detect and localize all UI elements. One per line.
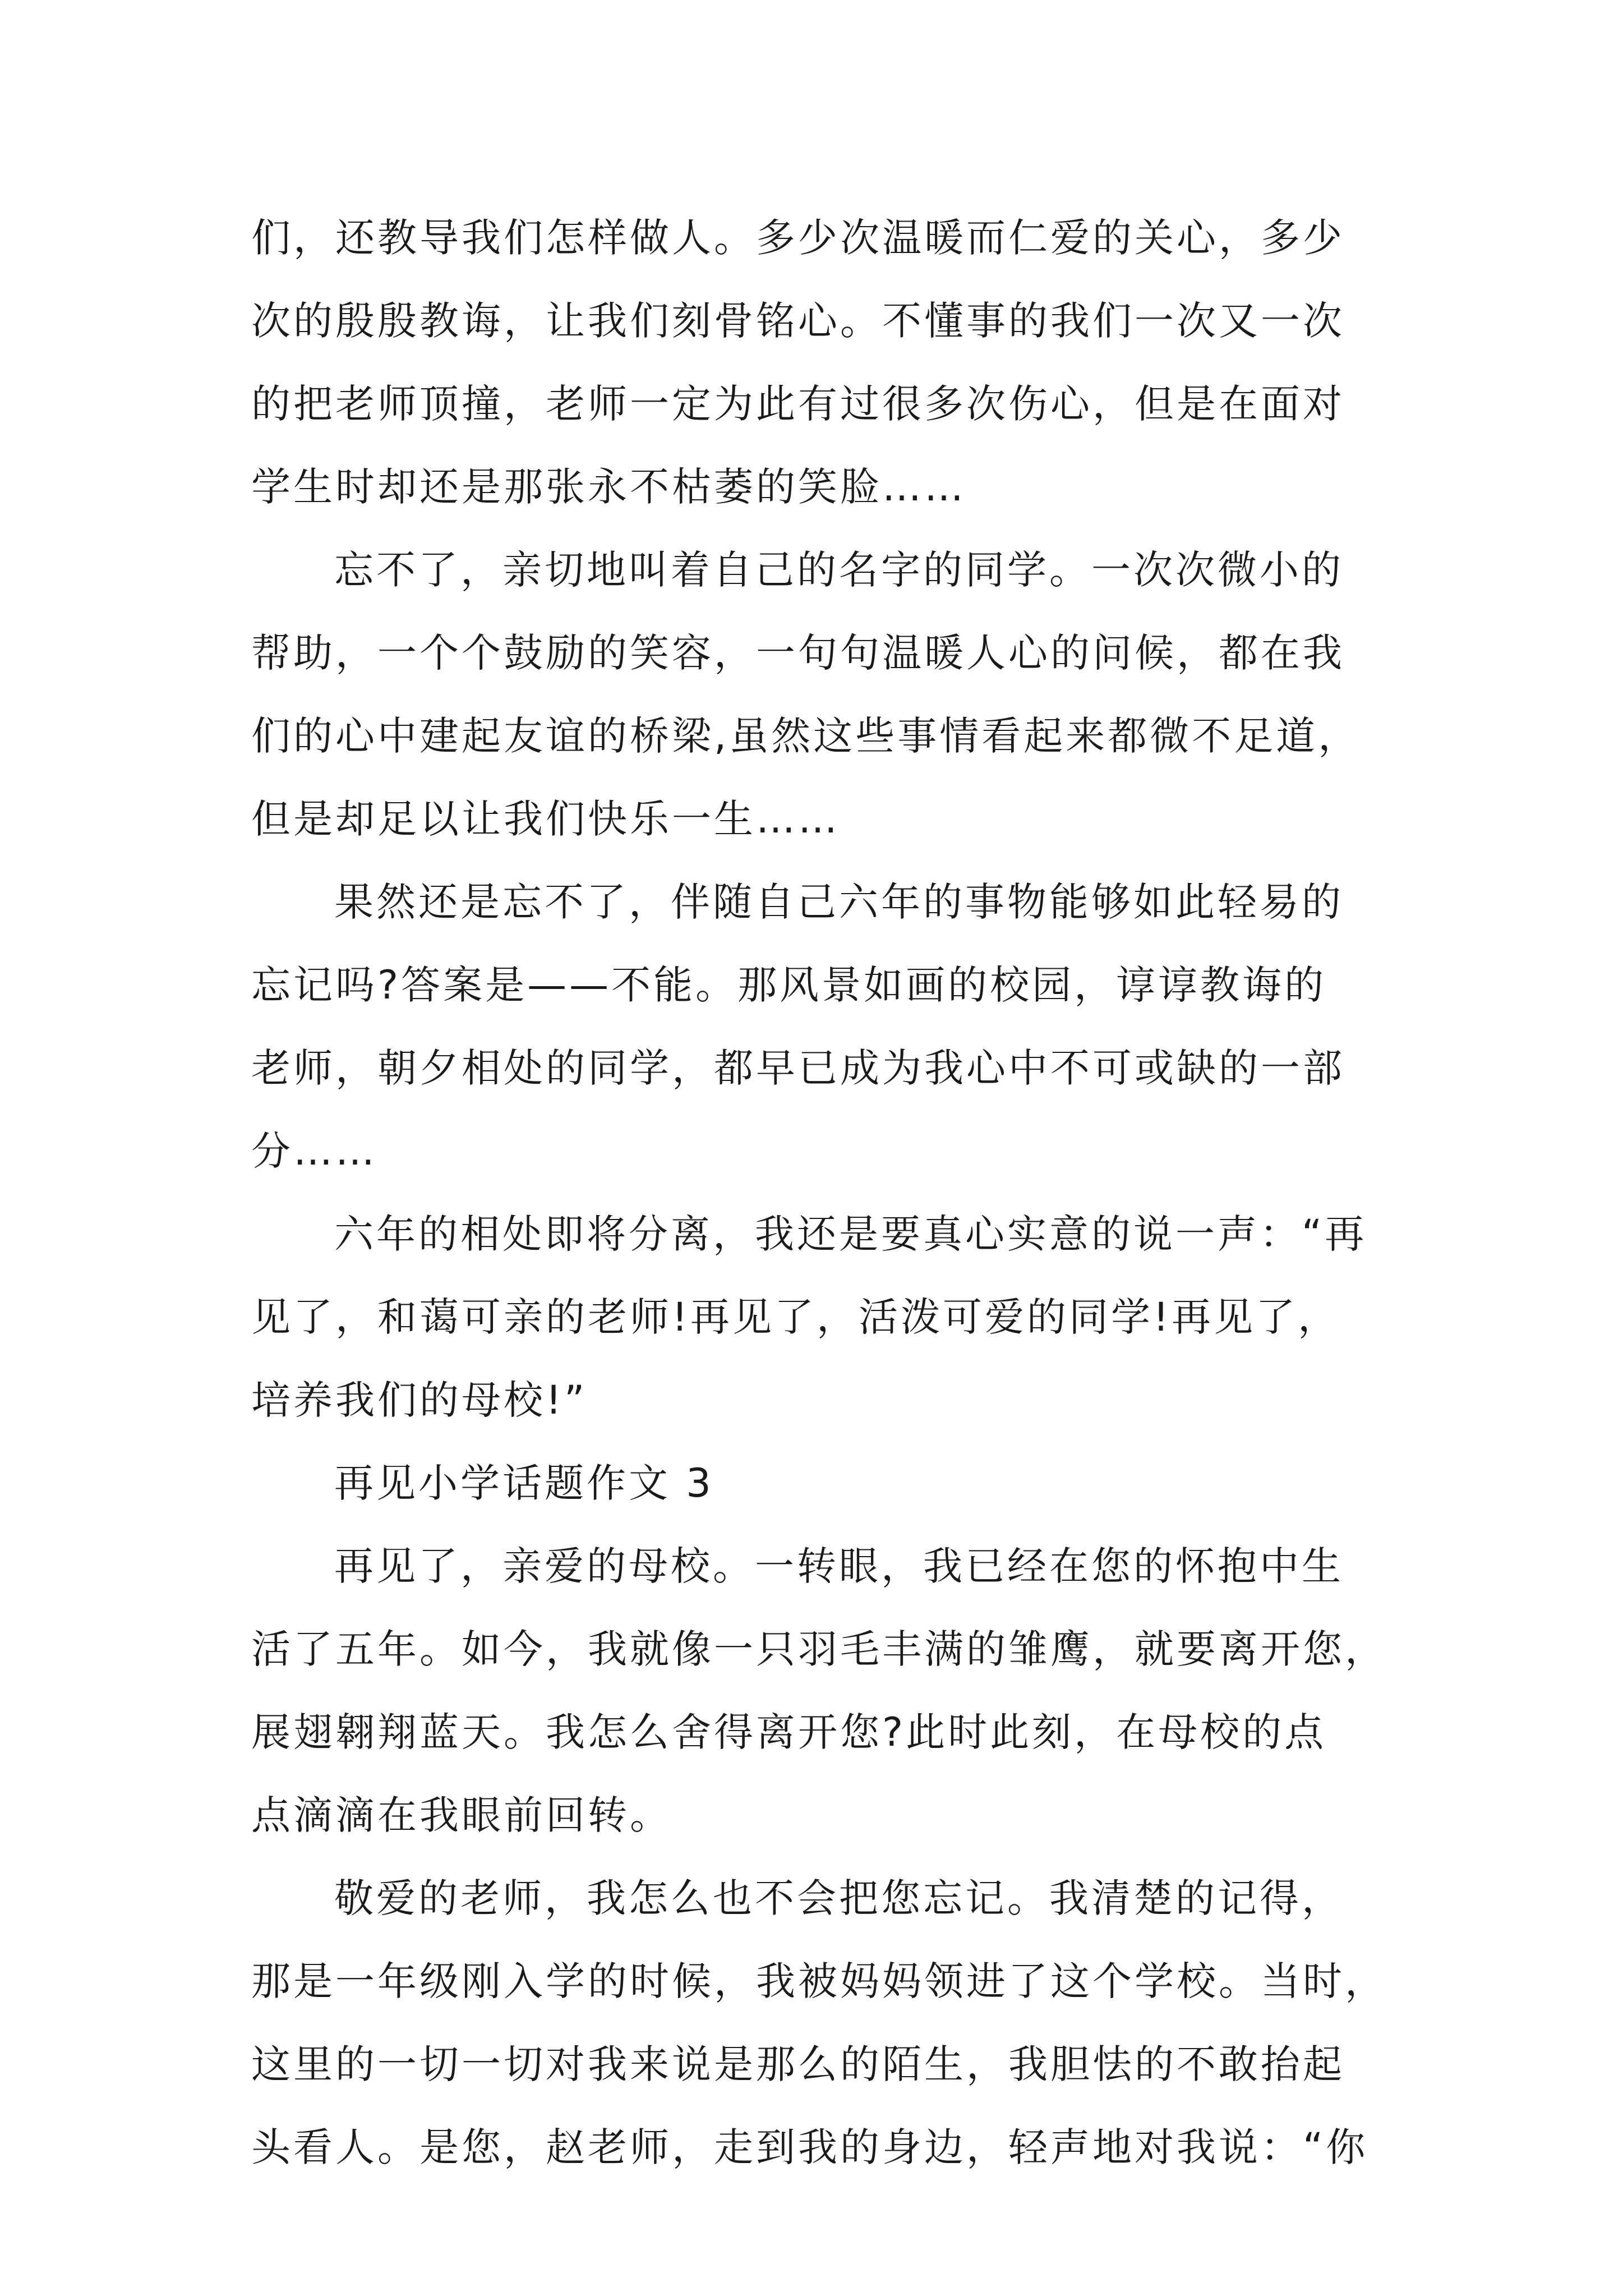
text-line-20: 点滴滴在我眼前回转。 (251, 1792, 672, 1838)
text-line-17: 再见了，亲爱的母校。一转眼，我已经在您的怀抱中生 (334, 1543, 1344, 1589)
text-line-6: 帮助，一个个鼓励的笑容，一句句温暖人心的问候，都在我 (251, 630, 1345, 676)
text-line-1: 们，还教导我们怎样做人。多少次温暖而仁爱的关心，多少 (251, 215, 1345, 261)
text-line-21: 敬爱的老师，我怎么也不会把您忘记。我清楚的记得， (334, 1875, 1344, 1921)
section-heading: 再见小学话题作文 3 (334, 1460, 714, 1506)
text-line-19: 展翅翱翔蓝天。我怎么舍得离开您?此时此刻，在母校的点 (251, 1709, 1327, 1755)
text-line-2: 次的殷殷教诲，让我们刻骨铭心。不懂事的我们一次又一次 (251, 298, 1345, 344)
text-line-18: 活了五年。如今，我就像一只羽毛丰满的雏鹰，就要离开您， (251, 1626, 1387, 1672)
text-line-24: 头看人。是您，赵老师，走到我的身边，轻声地对我说：“你 (251, 2124, 1368, 2170)
text-line-9: 果然还是忘不了，伴随自己六年的事物能够如此轻易的 (334, 879, 1344, 925)
text-line-11: 老师，朝夕相处的同学，都早已成为我心中不可或缺的一部 (251, 1045, 1345, 1091)
text-line-5: 忘不了，亲切地叫着自己的名字的同学。一次次微小的 (334, 547, 1344, 593)
text-line-13: 六年的相处即将分离，我还是要真心实意的说一声：“再 (334, 1211, 1367, 1257)
text-line-4: 学生时却还是那张永不枯萎的笑脸…… (251, 464, 966, 510)
text-line-3: 的把老师顶撞，老师一定为此有过很多次伤心，但是在面对 (251, 381, 1345, 427)
text-line-14: 见了，和蔼可亲的老师!再见了，活泼可爱的同学!再见了， (251, 1294, 1340, 1340)
text-line-10: 忘记吗?答案是——不能。那风景如画的校园，谆谆教诲的 (251, 962, 1327, 1008)
text-line-22: 那是一年级刚入学的时候，我被妈妈领进了这个学校。当时， (251, 1958, 1387, 2004)
text-line-23: 这里的一切一切对我来说是那么的陌生，我胆怯的不敢抬起 (251, 2041, 1345, 2087)
document-body (251, 196, 1387, 2189)
text-line-8: 但是却足以让我们快乐一生…… (251, 796, 840, 842)
text-line-7: 们的心中建起友谊的桥梁,虽然这些事情看起来都微不足道， (251, 713, 1361, 759)
text-line-12: 分…… (251, 1128, 377, 1174)
text-line-15: 培养我们的母校!” (251, 1377, 588, 1423)
